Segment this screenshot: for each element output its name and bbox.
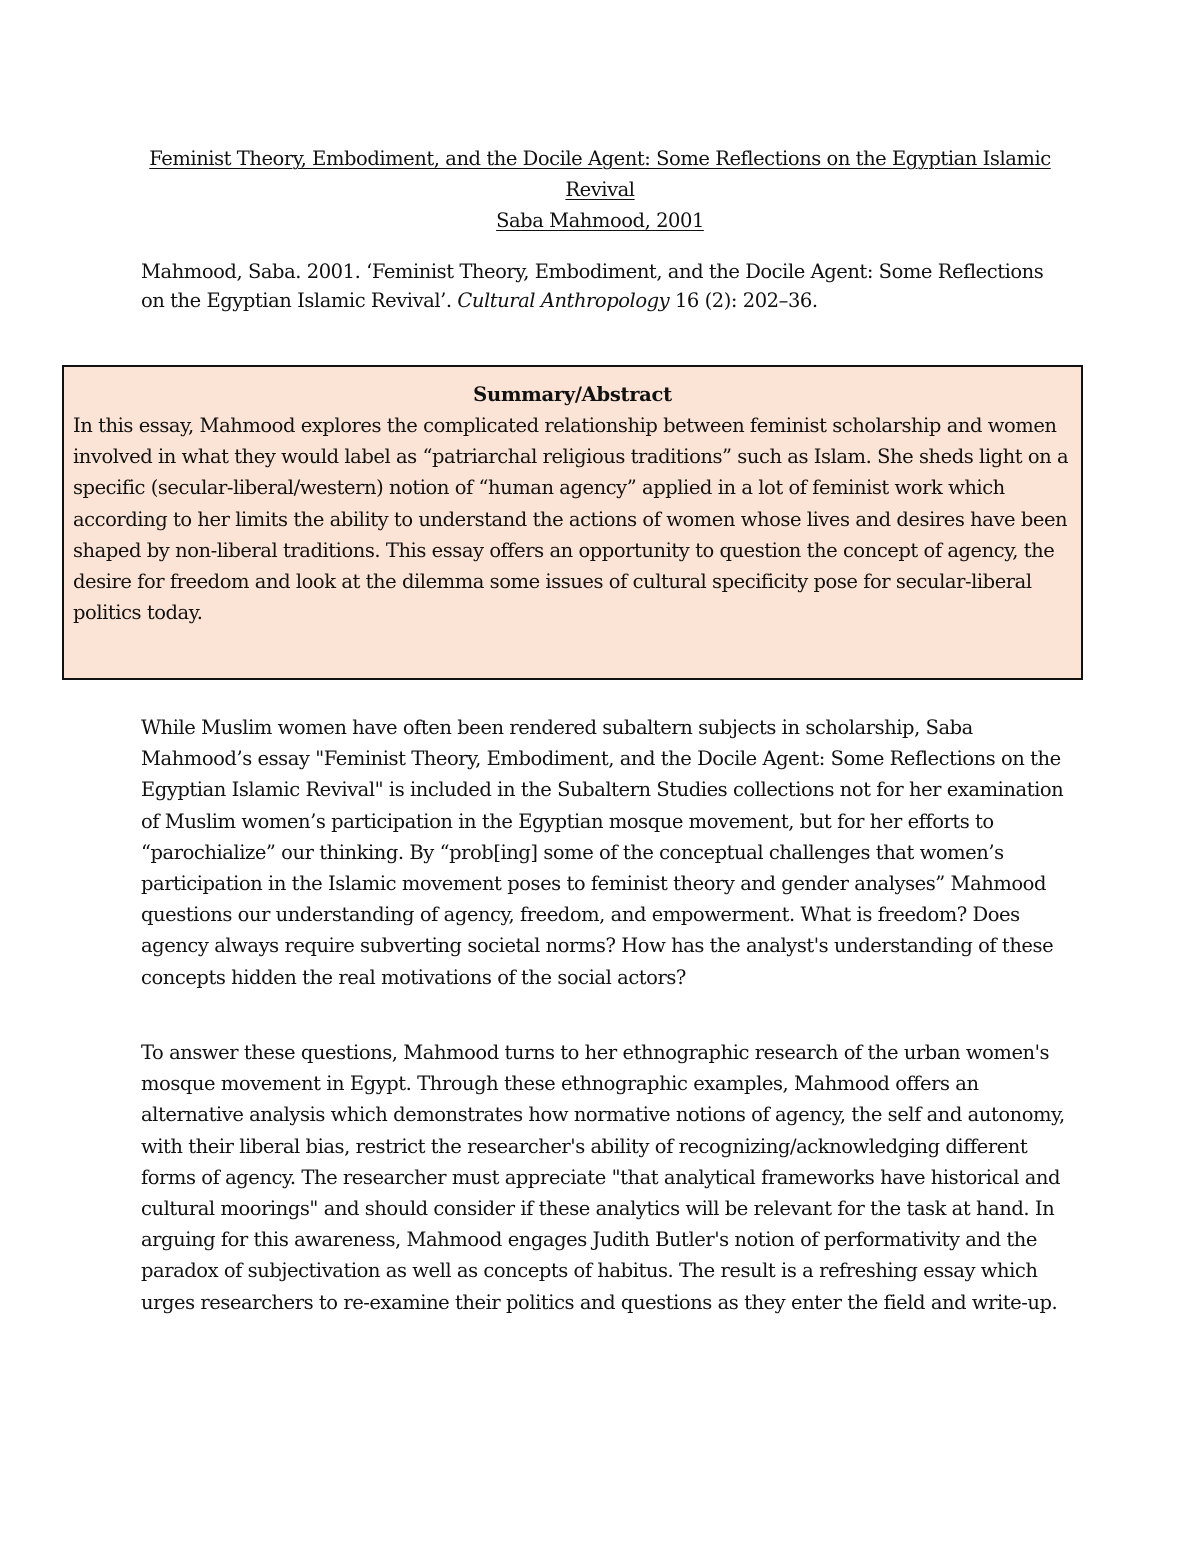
body-paragraph-1: While Muslim women have often been rendered subaltern subjects in scholarship, Saba Mahmood’s essay "Feminist Theory, Embodiment, and the Docile Agent: Some Reflections on the Egyptian Islamic Revival" is included in the Subaltern Studies collections not for her examination of Muslim women’s participation in the Egyptian mosque movement, but for her efforts to “parochialize” our thinking. By “prob[ing] some of the conceptual challenges that women’s participation in the Islamic movement poses to feminist theory and gender analyses” Mahmood questions our understanding of agency, freedom, and empowerment. What is freedom? Does agency always require subverting societal norms? How has the analyst's understanding of these concepts hidden the real motivations of the social actors? [141,716,1064,989]
citation-prefix: Mahmood, Saba. 2001. ‘Feminist Theory, Embodiment, and the Docile Agent: Some Reflections on the Egyptian Islamic Revival’. [141,260,1044,312]
author-year-line: Saba Mahmood, 2001 [496,209,704,232]
abstract-text: In this essay, Mahmood explores the complicated relationship between feminist scholarship and women involved in what they would label as “patriarchal religious traditions” such as Islam. She sheds light on a specific (secular-liberal/western) notion of “human agency” applied in a lot of feminist work which according to her limits the ability to understand the actions of women whose lives and desires have been shaped by non-liberal traditions. This essay offers an opportunity to question the concept of agency, the desire for freedom and look at the dilemma some issues of cultural specificity pose for secular-liberal politics today. [73,414,1069,625]
citation [141,257,1071,315]
document-title [140,143,1060,236]
citation-suffix: 16 (2): 202–36. [669,289,818,312]
title-line-1: Feminist Theory, Embodiment, and the Docile Agent: Some Reflections on the Egyptian Islamic [149,147,1051,170]
abstract-box [62,365,1083,680]
citation-journal: Cultural Anthropology [457,289,670,312]
body-paragraph-2: To answer these questions, Mahmood turns to her ethnographic research of the urban women's mosque movement in Egypt. Through these ethnographic examples, Mahmood offers an alternative analysis which demonstrates how normative notions of agency, the self and autonomy, with their liberal bias, restrict the researcher's ability of recognizing/acknowledging different forms of agency. The researcher must appreciate "that analytical frameworks have historical and cultural moorings" and should consider if these analytics will be relevant for the task at hand. In arguing for this awareness, Mahmood engages Judith Butler's notion of performativity and the paradox of subjectivation as well as concepts of habitus. The result is a refreshing essay which urges researchers to re-examine their politics and questions as they enter the field and write-up. [141,1041,1065,1314]
abstract-heading: Summary/Abstract [473,383,672,406]
title-line-2: Revival [565,178,635,201]
